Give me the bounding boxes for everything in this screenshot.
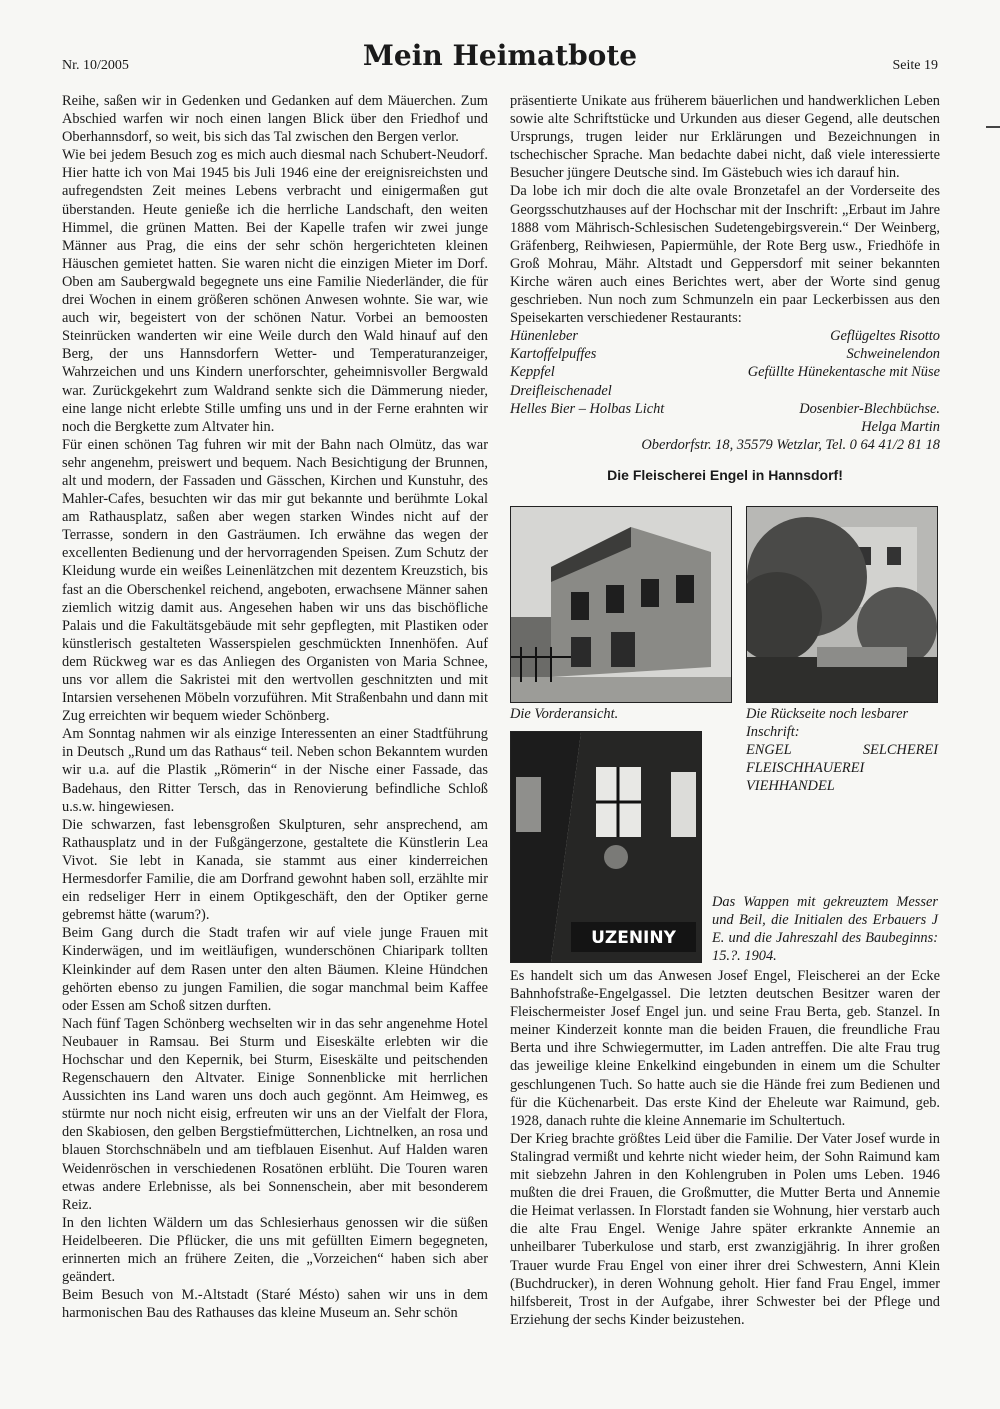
shop-sign: UZENINY xyxy=(591,928,676,948)
paragraph: Reihe, saßen wir in Gedenken und Gedanken auf dem Mäuerchen. Zum Abschied warfen wir noch einen langen Blick über den Friedhof und Oberhannsdorf, so weit, bis sich das Tal zwischen den Bergen verlor. xyxy=(62,93,488,146)
author-name: Helga Martin xyxy=(861,418,940,435)
edge-mark xyxy=(986,126,1000,128)
caption-line: FLEISCHHAUEREI xyxy=(746,760,865,777)
photo-coat-of-arms xyxy=(510,731,702,963)
menu-item: Helles Bier – Holbas Licht xyxy=(510,400,665,417)
right-column-body xyxy=(510,967,940,1329)
photo-back-view xyxy=(746,506,938,703)
paragraph: Beim Gang durch die Stadt trafen wir auf viele junge Frauen mit Kinderwägen, und im weitläufigen, wunderschönen Chiaripark tollten Kleinkinder auf dem Rasen unter den alten Bäumen. Kleine Hündchen gehörten ebenso zu jungen Familien, die sogar manchmal beim Kaffee oder Essen am Schoß sitzen durften. xyxy=(62,925,488,1014)
right-column xyxy=(510,92,940,492)
article-title: Die Fleischerei Engel in Hannsdorf! xyxy=(607,466,843,483)
caption-word: SELCHEREI xyxy=(862,742,938,759)
paragraph: Für einen schönen Tag fuhren wir mit der Bahn nach Olmütz, das war sehr angenehm, preiswert und bequem. Nach Besichtigung der Brunnen, alt und modern, der Fassaden und Gässchen, Kirchen und Kunstuhr, des Mahler-Cafes, besuchten wir das mir gut bekannte und berühmte Lokal am Rathausplatz, saßen aber wegen starken Windes nicht auf der Terrasse, sondern in den Gasträumen. Ich erwähne das wegen der excellenten Bedienung und der hervorragenden Speisen. Zum Schutz der Kleidung wurde ein weißes Leinenlätzchen mit dezentem Kreuzstich, bis fast an die Oberschenkel reichend, angeboten, erwachsene Männer sahen ziemlich witzig damit aus. Angesehen haben wir uns das bischöfliche Palais und die Fakultätsgebäude mit sehr gepflegten, mit Plastiken oder künstlerisch gestalteten Wasserspielen geschmückten Innenhöfen. Auf dem Rückweg war es das Anliegen des Organisten von Maria Schnee, uns vor allem die Sakristei mit den wertvollen geschnitzten und mit Intarsien versehenen Möbeln vorzuführen. Mit Straßenbahn und dann mit Zug erreichten wir bequem wieder Schönberg. xyxy=(62,436,488,725)
paragraph: Die schwarzen, fast lebensgroßen Skulpturen, sehr ansprechend, am Rathausplatz und in der Fußgängerzone, gestaltete die Künstlerin Lea Vivot. Sie lebt in Kanada, sie stammt aus einer kinderreichen Hermesdorfer Familie, die am Dorfrand gewohnt haben soll, erzählte mir ein redseliger Herr in einem Optikgeschäft, den der Optiker gerne gebremst hätte (warum?). xyxy=(62,816,488,924)
caption-word: ENGEL xyxy=(746,742,792,759)
menu-row xyxy=(510,345,940,363)
menu-row xyxy=(510,382,940,400)
menu-item: Schweinelendon xyxy=(846,346,940,363)
caption-line: Inschrift: xyxy=(746,724,800,741)
menu-item: Dreifleischenadel xyxy=(510,382,612,399)
paragraph: Beim Besuch von M.-Altstadt (Staré Mésto) sahen wir uns in dem harmonischen Bau des Rathauses das kleine Museum an. Sehr schön xyxy=(62,1287,488,1322)
menu-item: Gefüllte Hünekentasche mit Nüse xyxy=(747,364,940,381)
caption-line: Die Rückseite noch lesbarer xyxy=(746,706,909,722)
masthead-logo: Mein Heimatbote xyxy=(362,39,638,72)
menu-item: Kartoffelpuffes xyxy=(510,346,597,363)
garden-illustration xyxy=(747,507,937,702)
issue-number: Nr. 10/2005 xyxy=(62,58,129,73)
menu-item: Keppfel xyxy=(510,364,555,381)
building-illustration xyxy=(511,507,731,702)
menu-row xyxy=(510,363,940,381)
menu-row xyxy=(510,400,940,418)
photo-front-view xyxy=(510,506,732,703)
menu-list xyxy=(510,327,940,417)
menu-item: Dosenbier-Blechbüchse. xyxy=(799,400,940,417)
paragraph: In den lichten Wäldern um das Schlesierhaus genossen wir die süßen Heidelbeeren. Die Pflücker, die uns mit gefüllten Eimern begegneten, erinnerten mich an frühere Zeiten, die „Vorzeichen“ haben sich aber geändert. xyxy=(62,1214,488,1286)
paragraph: Da lobe ich mir doch die alte ovale Bronzetafel an der Vorderseite des Georgsschutzhauses auf der Hochschar mit der Inschrift: „Erbaut im Jahre 1888 vom Mährisch-Schlesischen Sudetengebirgsverein.“ Der Weinberg, Gräfenberg, Reihwiesen, Papiermühle, der Rote Berg usw., Friedhöfe in Groß Mohrau, Mähr. Altstadt und Geppersdorf mit seiner bekannten Kirche wären auch eines Berichtes wert, aber der Worte sind genug geschrieben. Nun noch zum Schmunzeln ein paar Leckerbissen aus den Speisekarten verschiedener Restaurants: xyxy=(510,183,940,327)
left-column xyxy=(62,92,488,1322)
menu-item: Hünenleber xyxy=(510,328,578,345)
caption-line xyxy=(746,741,938,759)
paragraph: Es handelt sich um das Anwesen Josef Engel, Fleischerei an der Ecke Bahnhofstraße-Engelgassel. Die letzten deutschen Besitzer waren der Fleischermeister Josef Engel jun. und seine Frau Berta, geb. Stanzel. In meiner Kinderzeit konnte man die beiden Frauen, die freundliche Frau Berta und ihre Schwiegermutter, im Laden antreffen. Die alte Frau trug das jeweilige kleine Enkelkind eingebunden in einem um die Schulter geschlungenen Tuch. So hatte auch sie die Hände frei zum Bedienen und für die Küchenarbeit. Das erste Kind der Eheleute war Raimund, geb. 1928, danach ruhte die kleine Annemarie im Schultertuch. xyxy=(510,968,940,1129)
page-number: Seite 19 xyxy=(892,58,938,73)
author-address: Oberdorfstr. 18, 35579 Wetzlar, Tel. 0 64 41/2 81 18 xyxy=(641,436,940,453)
caption-front-view: Die Vorderansicht. xyxy=(510,706,619,722)
caption-coat-of-arms: Das Wappen mit gekreuztem Messer und Beil, die Initialen des Erbauers J E. und die Jahreszahl des Baubeginns: 15.?. 1904. xyxy=(712,894,938,965)
caption-line: VIEHHANDEL xyxy=(746,778,835,795)
paragraph: präsentierte Unikate aus früherem bäuerlichen und handwerklichen Leben sowie alte Schriftstücke und Urkunden aus dieser Gegend, alle deutschen Ursprungs, trugen leider nur Erklärungen und Bezeichnungen in tschechischer Sprache. Man bedachte dabei nicht, daß viele interessierte Besucher jüngere Deutsche sind. Im Gästebuch wies ich darauf hin. xyxy=(510,93,940,182)
menu-row xyxy=(510,327,940,345)
caption-back-view xyxy=(746,705,938,795)
paragraph: Wie bei jedem Besuch zog es mich auch diesmal nach Schubert-Neudorf. Hier hatte ich von Mai 1945 bis Juli 1946 eine der ereignisreichsten und aufregendsten Zeit meines Lebens verbracht und einigermaßen gut überstanden. Heute genieße ich die herrliche Landschaft, den weiten Himmel, die grünen Matten. Bei der Kapelle trafen wir zwei junge Männer aus Prag, die eins der sehr schön hergerichteten kleinen Häuschen gemietet hatten. Sie waren nicht die einzigen Mieter im Dorf. Oben am Saubergwald begegnete uns eine Familie Niederländer, die für drei Wochen in einem größeren schönen Anwesen wohnte. Sie war, wie auch wir, begeistert von der schönen Natur. Vorbei an bemoosten Steinrücken wanderten wir eine Weile durch den Wald hinauf auf den Berg, der uns Hannsdorfern Wetter- und Temperaturanzeiger, Wahrzeichen und uns Kindern unerforschter, geheimnisvoller Bergwald war. Zurückgekehrt zum Waldrand senkte sich die Dämmerung nieder, eine lange nicht erlebte Stille umfing uns und in der Ferne erahnten wir noch die Bergkette zum Altvater hin. xyxy=(62,147,488,435)
menu-item: Geflügeltes Risotto xyxy=(830,328,940,345)
paragraph: Am Sonntag nahmen wir als einzige Interessenten an einer Stadtführung in Deutsch „Rund um das Rathaus“ teil. Neben schon Bekanntem wurden wir u.a. auf die Plastik „Römerin“ in der Nische einer Fassade, das Badehaus, den Ritter Tersch, das in Renovierung befindliche Schloß u.s.w. hingewiesen. xyxy=(62,726,488,815)
paragraph: Nach fünf Tagen Schönberg wechselten wir in das sehr angenehme Hotel Neubauer in Ramsau. Bei Sturm und Eiseskälte erlebten wir die Hochschar und den Kepernik, bei Sturm, Eiseskälte und peitschenden Regenschauern den Altvater. Einige Sonnenblicke mit herrlichen Aussichten ins Land waren uns doch auch gegönnt. Am Heimweg, es stürmte nur noch nicht eisig, erfreuten wir uns an der Vielfalt der Flora, den Skabiosen, den gelben Bergstiefmütterchen, Lichtnelken, an rosa und blauen Storchschnäbeln und am tiefblauen Eisenhut. Auf Halden waren Weidenröschen in verschiedenen Rosatönen erblüht. Die Touren waren etwas andere Erlebnisse, als bei Sonnenschein, aber mit besonderem Reiz. xyxy=(62,1015,488,1213)
paragraph: Der Krieg brachte größtes Leid über die Familie. Der Vater Josef wurde in Stalingrad vermißt und kehrte nicht wieder heim, der Sohn Raimund kam mit siebzehn Jahren in den Kohlengruben in Polen ums Leben. 1946 mußten die drei Frauen, die Großmutter, die Mutter Berta und Annemie die Heimat verlassen. In Florstadt fanden sie Wohnung, hier verstarb auch die alte Frau Engel. Wenige Jahre später erkrankte Annemie an unheilbarer Tuberkulose und starb, erst zwanzigjährig. In ihrer großen Trauer wurde Frau Engel von einer ihrer drei Schwestern, Anni Klein (Buchdrucker), in deren Wohnung geholt. Hier fand Frau Engel, immer hilfsbereit, Trost in der Aufgabe, ihrer Schwester bei der Pflege und Erziehung der sechs Kinder beizustehen. xyxy=(510,1130,940,1328)
